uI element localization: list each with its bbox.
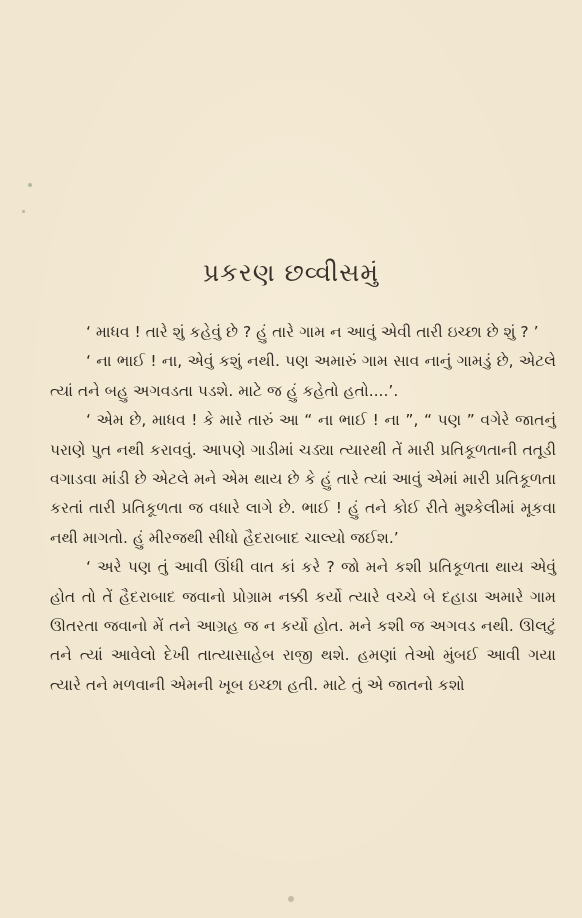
paragraph: ‘ એમ છે, માધવ ! કે મારે તારું આ “ ના ભાઈ ! ના ”, “ પણ ” વગેરે જાતનું પરાણે પુત નથી કરાવવું. આપણે ગાડીમાં ચડ્યા ત્યારથી તેં મારી પ્રતિકૂળતાની તતૂડી વગાડવા માંડી છે એટલે મને એમ થાય છે કે હું તારે ત્યાં આવું એમાં મારી પ્રતિકૂળતા કરતાં તારી પ્રતિકૂળતા જ વધારે લાગે છે. ભાઈ ! હું તને કોઈ રીતે મુશ્કેલીમાં મૂકવા નથી માગતો. હું મીરજથી સીધો હૈદરાબાદ ચાલ્યો જઈશ.’ bbox=[50, 411, 556, 547]
paper-speck bbox=[28, 183, 32, 187]
chapter-body bbox=[50, 318, 556, 700]
paper-speck bbox=[22, 210, 25, 213]
page-bottom-mark bbox=[288, 896, 294, 902]
paragraph: ‘ અરે પણ તું આવી ઊંધી વાત કાં કરે ? જો મને કશી પ્રતિકૂળતા થાય એવું હોત તો તેં હૈદરાબાદ જવાનો પ્રોગ્રામ નક્કી કર્યો ત્યારે વચ્ચે બે દહાડા અમારે ગામ ઊતરતા જવાનો મેં તને આગ્રહ જ ન કર્યો હોત. મને કશી જ અગવડ નથી. ઊલટું તને ત્યાં આવેલો દેખી તાત્યાસાહેબ રાજી થશે. હમણાં તેઓ મુંબઈ આવી ગયા ત્યારે તને મળવાની એમની ખૂબ ઇચ્છા હતી. માટે તું એ જાતનો કશો bbox=[50, 558, 556, 694]
chapter-title: પ્રકરણ છવ્વીસમું bbox=[202, 258, 380, 287]
paragraph: ‘ માધવ ! તારે શું કહેવું છે ? હું તારે ગામ ન આવું એવી તારી ઇચ્છા છે શું ? ’ bbox=[86, 323, 539, 341]
paragraph: ‘ ના ભાઈ ! ના, એવું કશું નથી. પણ અમારું ગામ સાવ નાનું ગામડું છે, એટલે ત્યાં તને બહુ અગવડતા પડશે. માટે જ હું કહેતો હતો....’. bbox=[50, 352, 556, 400]
